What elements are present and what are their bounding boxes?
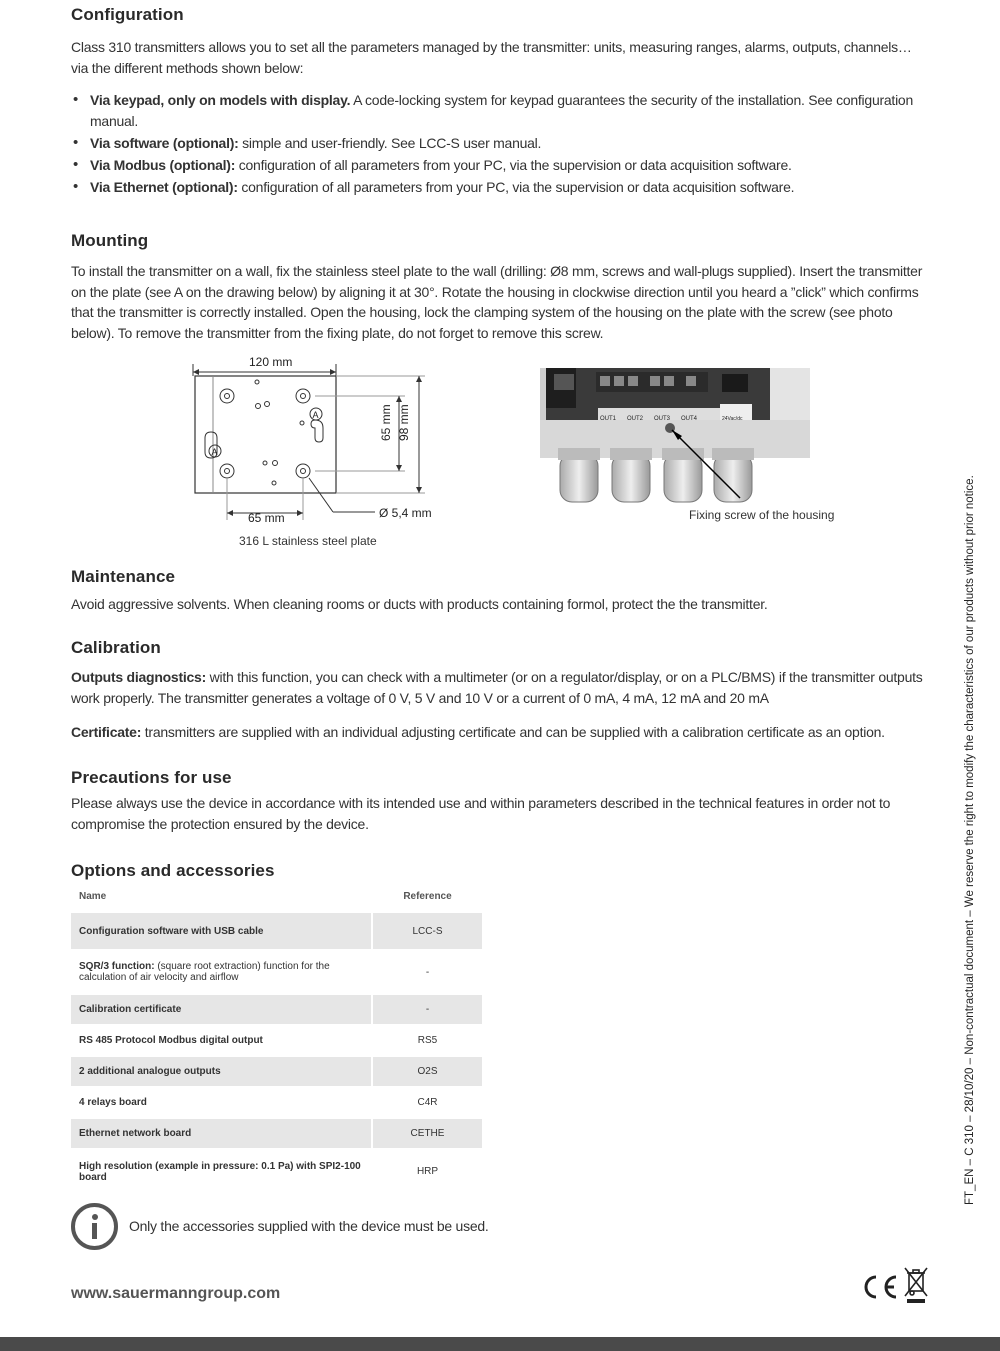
maintenance-text: Avoid aggressive solvents. When cleaning rooms or ducts with products containing formol, protect the the transmitter.: [71, 596, 768, 612]
calibration-certificate: Certificate: transmitters are supplied with an individual adjusting certificate and can be supplied with a calibration certificate as an option.: [71, 724, 885, 740]
dim-width-label: 120 mm: [249, 355, 293, 369]
photo-terminal-label: OUT2: [627, 416, 644, 422]
column-header-reference: Reference: [372, 882, 482, 912]
weee-bin-icon: [902, 1265, 930, 1305]
table-row: High resolution (example in pressure: 0.1 Pa) with SPI2-100 board HRP: [71, 1149, 482, 1193]
table-row: 4 relays board C4R: [71, 1087, 482, 1118]
accessories-note: Only the accessories supplied with the device must be used.: [129, 1218, 489, 1234]
table-row: RS 485 Protocol Modbus digital output RS5: [71, 1025, 482, 1056]
configuration-intro: Class 310 transmitters allows you to set all the parameters managed by the transmitter: units, measuring ranges, alarms, outputs, channels… via the different methods shown below:: [71, 39, 912, 76]
precautions-heading: Precautions for use: [71, 768, 232, 787]
plate-caption: 316 L stainless steel plate: [239, 534, 377, 548]
options-table: [71, 882, 482, 1193]
mounting-heading: Mounting: [71, 231, 149, 250]
ce-mark-icon: [858, 1274, 900, 1300]
plate-marker-a: A: [312, 410, 319, 420]
table-row: 2 additional analogue outputs O2S: [71, 1056, 482, 1087]
configuration-method-list: [71, 90, 931, 199]
mounting-text: To install the transmitter on a wall, fix the stainless steel plate to the wall (drilling: Ø8 mm, screws and wall-plugs supplied). Insert the transmitter on the plate (see A on the drawing below) by aligning it at 30°. Rotate the housing in clockwise direction until you heard a ”click” which confirms that the transmitter is correctly installed. Open the housing, lock the clamping system of the housing on the plate with the screw (see photo below). To remove the transmitter from the fixing plate, do not forget to remove this screw.: [71, 263, 923, 341]
table-row: Ethernet network board CETHE: [71, 1118, 482, 1149]
plate-marker-a: A: [211, 447, 218, 457]
list-item: • Via Ethernet (optional): configuration of all parameters from your PC, via the supervision or data acquisition software.: [71, 177, 931, 198]
table-header-row: [71, 882, 482, 912]
maintenance-heading: Maintenance: [71, 567, 176, 586]
dim-height-outer-label: 98 mm: [397, 404, 411, 441]
configuration-heading: Configuration: [71, 5, 184, 24]
dim-height-inner-label: 65 mm: [379, 404, 393, 441]
footer-bar: [0, 1337, 1000, 1351]
list-item: • Via software (optional): simple and user-friendly. See LCC-S user manual.: [71, 133, 931, 154]
table-row: SQR/3 function: (square root extraction) function for the calculation of air velocity and airflow -: [71, 950, 482, 994]
photo-terminal-label: OUT4: [681, 416, 698, 422]
info-icon: [71, 1203, 118, 1250]
photo-terminal-label: OUT3: [654, 416, 671, 422]
dim-bottom-label: 65 mm: [248, 511, 285, 525]
photo-terminal-label: 24Vac/dc: [722, 416, 743, 422]
dim-hole-label: Ø 5,4 mm: [379, 506, 432, 520]
footer-website-link[interactable]: www.sauermanngroup.com: [71, 1285, 281, 1302]
list-item: • Via Modbus (optional): configuration of all parameters from your PC, via the supervision or data acquisition software.: [71, 155, 931, 176]
options-heading: Options and accessories: [71, 861, 275, 880]
list-item: • Via keypad, only on models with display. A code-locking system for keypad guarantees the security of the installation. See configuration manual.: [71, 90, 931, 131]
calibration-diagnostics: Outputs diagnostics: with this function, you can check with a multimeter (or on a regulator/display, or on a PLC/BMS) if the transmitter outputs work properly. The transmitter generates a voltage of 0 V, 5 V and 10 V or a current of 0 mA, 4 mA, 12 mA and 20 mA: [71, 669, 923, 706]
table-row: Configuration software with USB cable LCC-S: [71, 912, 482, 950]
calibration-heading: Calibration: [71, 638, 161, 657]
housing-photo: [540, 368, 810, 508]
precautions-text: Please always use the device in accordance with its intended use and within parameters described in the technical features in order not to compromise the protection ensured by the device.: [71, 795, 891, 832]
legal-side-note: FT_EN – C 310 – 28/10/20 – Non-contractual document – We reserve the right to modify the characteristics of our products without prior notice.: [964, 475, 976, 1205]
table-row: Calibration certificate -: [71, 994, 482, 1025]
photo-caption: Fixing screw of the housing: [689, 508, 835, 522]
photo-terminal-label: OUT1: [600, 416, 617, 422]
column-header-name: Name: [79, 891, 107, 902]
